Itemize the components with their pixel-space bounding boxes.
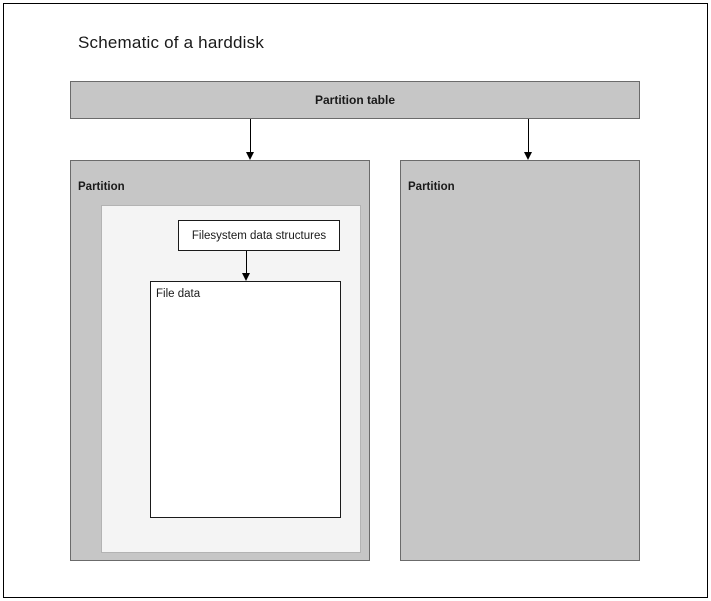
arrow-line [246,251,247,273]
partition-label: Partition [408,181,455,193]
file-data-block [150,281,341,518]
page-title: Schematic of a harddisk [78,33,265,52]
partition-table-block [70,81,640,119]
arrow-head-icon [246,152,254,160]
arrow-head-icon [242,273,250,281]
arrow-line [528,119,529,152]
partition-table-label: Partition table [314,93,395,107]
file-data-label: File data [156,288,201,300]
partition-block-2 [400,160,640,561]
arrow-line [250,119,251,152]
arrow-head-icon [524,152,532,160]
filesystem-data-structures-label: Filesystem data structures [191,229,327,242]
partition-label: Partition [78,181,125,193]
filesystem-data-structures-block [178,220,340,251]
